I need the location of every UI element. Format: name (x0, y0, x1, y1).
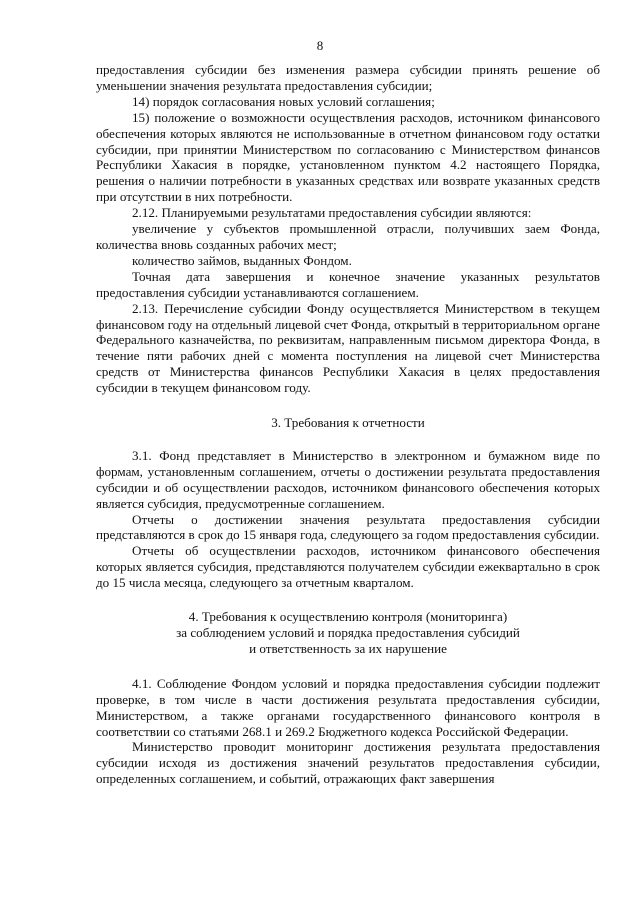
document-body (96, 62, 600, 787)
section-4-heading-line-1: 4. Требования к осуществлению контроля (мониторинга) (188, 609, 508, 625)
paragraph-item-15: 15) положение о возможности осуществления расходов, источником финансового обеспечения которых являются не использованные в отчетном финансовом году остатки субсидии, при принятии Министерством по согласованию с Министерством финансов Республики Хакасия в порядке, установленном пунктом 4.2 настоящего Порядка, решения о наличии потребности в указанных средствах или возврате указанных средств при отсутствии в них потребности. (96, 109, 600, 205)
paragraph-3-1: 3.1. Фонд представляет в Министерство в электронном и бумажном виде по формам, установленным соглашением, отчеты о достижении результата предоставления субсидии и об осуществлении расходов, источником финансового обеспечения которых является субсидия, предусмотренные соглашением. (96, 447, 600, 511)
spacer (96, 396, 600, 415)
page-number: 8 (316, 38, 324, 53)
paragraph-reports-expenses: Отчеты об осуществлении расходов, источником финансового обеспечения которых является субсидия, представляются получателем субсидии ежеквартально в срок до 15 числа месяца, следующего за отчетным кварталом. (96, 543, 600, 591)
paragraph-4-1: 4.1. Соблюдение Фондом условий и порядка предоставления субсидии подлежит проверке, в том числе в части достижения результата предоставления субсидии, Министерством, а также органами государственного финансового контроля в соответствии со статьями 268.1 и 269.2 Бюджетного кодекса Российской Федерации. (96, 675, 600, 739)
spacer (96, 431, 600, 448)
section-4-heading-line-2: за соблюдением условий и порядка предоставления субсидий (176, 625, 520, 640)
spacer (96, 591, 600, 609)
spacer (96, 657, 600, 676)
paragraph-2-12: 2.12. Планируемыми результатами предоставления субсидии являются: (132, 205, 532, 221)
paragraph-item-14: 14) порядок согласования новых условий соглашения; (132, 93, 435, 109)
section-4-heading-line-3: и ответственность за их нарушение (249, 640, 447, 656)
section-3-heading: 3. Требования к отчетности (271, 415, 425, 431)
paragraph-result-jobs: увеличение у субъектов промышленной отрасли, получивших заем Фонда, количества вновь созданных рабочих мест; (96, 221, 600, 252)
paragraph-continuation: предоставления субсидии без изменения размера субсидии принять решение об уменьшении значения результата предоставления субсидии; (96, 62, 600, 93)
paragraph-result-loans: количество займов, выданных Фондом. (132, 252, 352, 268)
paragraph-reports-results: Отчеты о достижении значения результата предоставления субсидии представляются в срок до 15 января года, следующего за годом предоставления субсидии. (96, 511, 600, 543)
paragraph-2-13: 2.13. Перечисление субсидии Фонду осуществляется Министерством в текущем финансовом году на отдельный лицевой счет Фонда, открытый в территориальном органе Федерального казначейства, по реквизитам, направленным письмом директора Фонда, в течение пяти рабочих дней с момента поступления на лицевой счет Министерства средств от Министерства финансов Республики Хакасия в целях предоставления субсидии в текущем финансовом году. (96, 300, 600, 396)
paragraph-monitoring: Министерство проводит мониторинг достижения результата предоставления субсидии исходя из достижения значений результатов предоставления субсидии, определенных соглашением, и событий, отражающих факт завершения (96, 739, 600, 787)
paragraph-result-date: Точная дата завершения и конечное значение указанных результатов предоставления субсидии устанавливаются соглашением. (96, 268, 600, 300)
